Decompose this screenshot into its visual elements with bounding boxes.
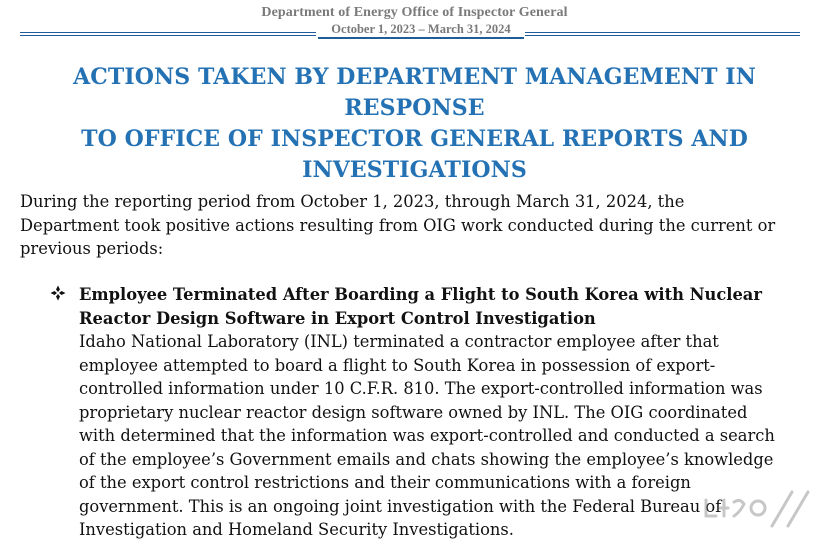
diamond-bullet-icon-svg xyxy=(50,285,66,301)
intro-paragraph xyxy=(20,190,815,261)
item-heading-line-2: Reactor Design Software in Export Control Investigation xyxy=(79,308,596,328)
intro-line-3: previous periods: xyxy=(20,239,164,258)
header-rule xyxy=(20,21,800,41)
diamond-bullet-icon xyxy=(50,285,66,301)
page-title-line-1: ACTIONS TAKEN BY DEPARTMENT MANAGEMENT IN RESPONSE xyxy=(73,64,756,121)
intro-line-2: Department took positive actions resulting from OIG work conducted during the current or xyxy=(20,215,776,235)
item-heading xyxy=(79,283,819,330)
item-body-line-3: controlled information under 10 C.F.R. 810. The export-controlled information was xyxy=(79,379,763,398)
item-body-line-8: government. This is an ongoing joint investigation with the Federal Bureau of xyxy=(79,496,722,516)
item-body-line-1: Idaho National Laboratory (INL) terminated a contractor employee after that xyxy=(79,332,719,351)
watermark-logo-icon xyxy=(700,486,820,532)
item-body-line-2: employee attempted to board a flight to South Korea in possession of export- xyxy=(79,355,716,375)
item-body-line-7: of the export control restrictions and their communications with a foreign xyxy=(79,473,691,492)
header-rule-right xyxy=(525,32,800,36)
watermark-logo-svg xyxy=(700,486,820,532)
intro-line-1: During the reporting period from October 1, 2023, through March 31, 2024, the xyxy=(20,192,685,211)
page-title-line-2: TO OFFICE OF INSPECTOR GENERAL REPORTS AND xyxy=(81,126,748,152)
item-body-line-6: of the employee’s Government emails and chats showing the employee’s knowledge xyxy=(79,449,774,469)
page-title xyxy=(0,62,829,186)
item-heading-line-1: Employee Terminated After Boarding a Flight to South Korea with Nuclear xyxy=(79,285,762,304)
header-organization: Department of Energy Office of Inspector General xyxy=(261,5,568,20)
page-header xyxy=(0,4,829,21)
item-body-line-9: Investigation and Homeland Security Investigations. xyxy=(79,520,514,539)
item-body-line-5: with determined that the information was export-controlled and conducted a search xyxy=(79,426,775,445)
header-period: October 1, 2023 – March 31, 2024 xyxy=(318,21,524,39)
page-title-line-3: INVESTIGATIONS xyxy=(302,157,527,183)
item-body-line-4: proprietary nuclear reactor design software owned by INL. The OIG coordinated xyxy=(79,402,748,422)
header-rule-left xyxy=(20,32,316,36)
